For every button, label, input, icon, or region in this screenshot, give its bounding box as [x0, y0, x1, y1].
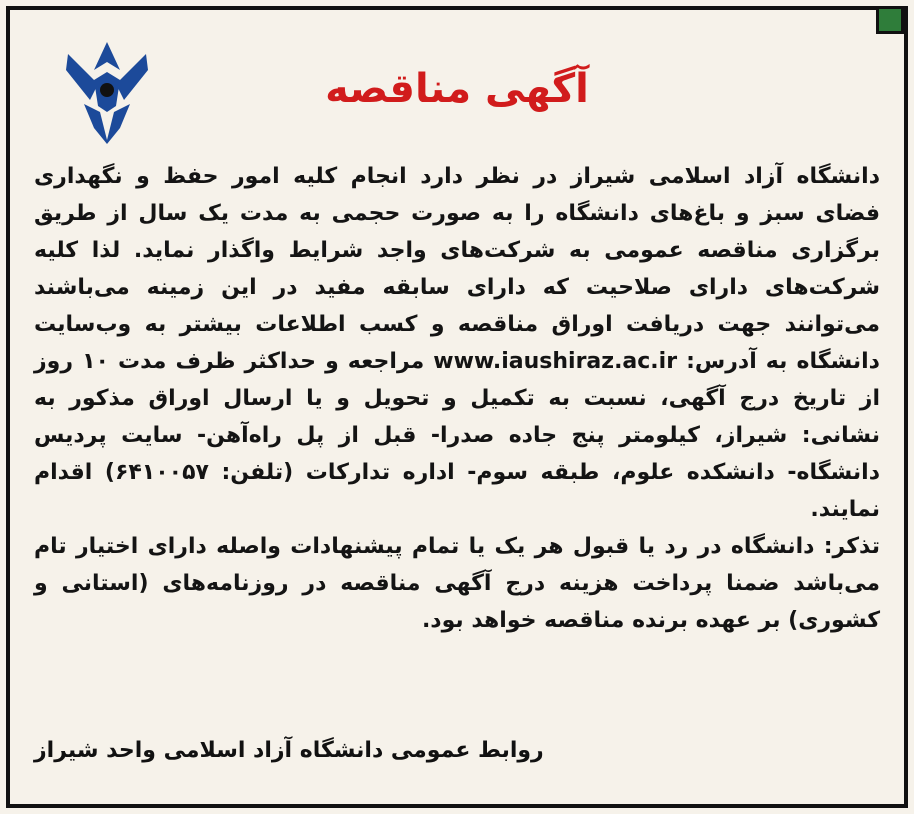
notice-body	[34, 158, 880, 639]
notice-paragraph-main	[34, 158, 880, 528]
notice-text-part-2: مراجعه و حداکثر ظرف مدت ۱۰ روز از تاریخ درج آگهی، نسبت به تکمیل و تحویل و یا ارسال اوراق مذکور به نشانی: شیراز، کیلومتر پنج جاده صدرا- قبل از پل راه‌آهن- سایت پردیس دانشگاه- دانشکده علوم، طبقه سوم- اداره تدارکات (تلفن: ۶۴۱۰۰۵۷) اقدام نمایند.	[34, 349, 880, 522]
notice-signature: روابط عمومی دانشگاه آزاد اسلامی واحد شیراز	[34, 738, 544, 763]
notice-text-part-1: دانشگاه آزاد اسلامی شیراز در نظر دارد انجام کلیه امور حفظ و نگهداری فضای سبز و باغ‌های دانشگاه را به صورت حجمی به مدت یک سال از طریق برگزاری مناقصه عمومی به شرکت‌های واجد شرایط واگذار نماید. لذا کلیه شرکت‌های دارای صلاحیت که دارای سابقه مفید در این زمینه می‌باشند می‌توانند جهت دریافت اوراق مناقصه و کسب اطلاعات بیشتر به وب‌سایت دانشگاه به آدرس:	[34, 164, 880, 374]
corner-marker	[876, 6, 904, 34]
website-link[interactable]: www.iaushiraz.ac.ir	[433, 349, 678, 374]
notice-paragraph-note: تذکر: دانشگاه در رد یا قبول هر یک یا تمام پیشنهادات واصله دارای اختیار تام می‌باشد ضمنا پرداخت هزینه درج آگهی مناقصه در روزنامه‌های (استانی و کشوری) بر عهده برنده مناقصه خواهد بود.	[34, 534, 880, 633]
notice-title: آگهی مناقصه	[325, 66, 589, 112]
